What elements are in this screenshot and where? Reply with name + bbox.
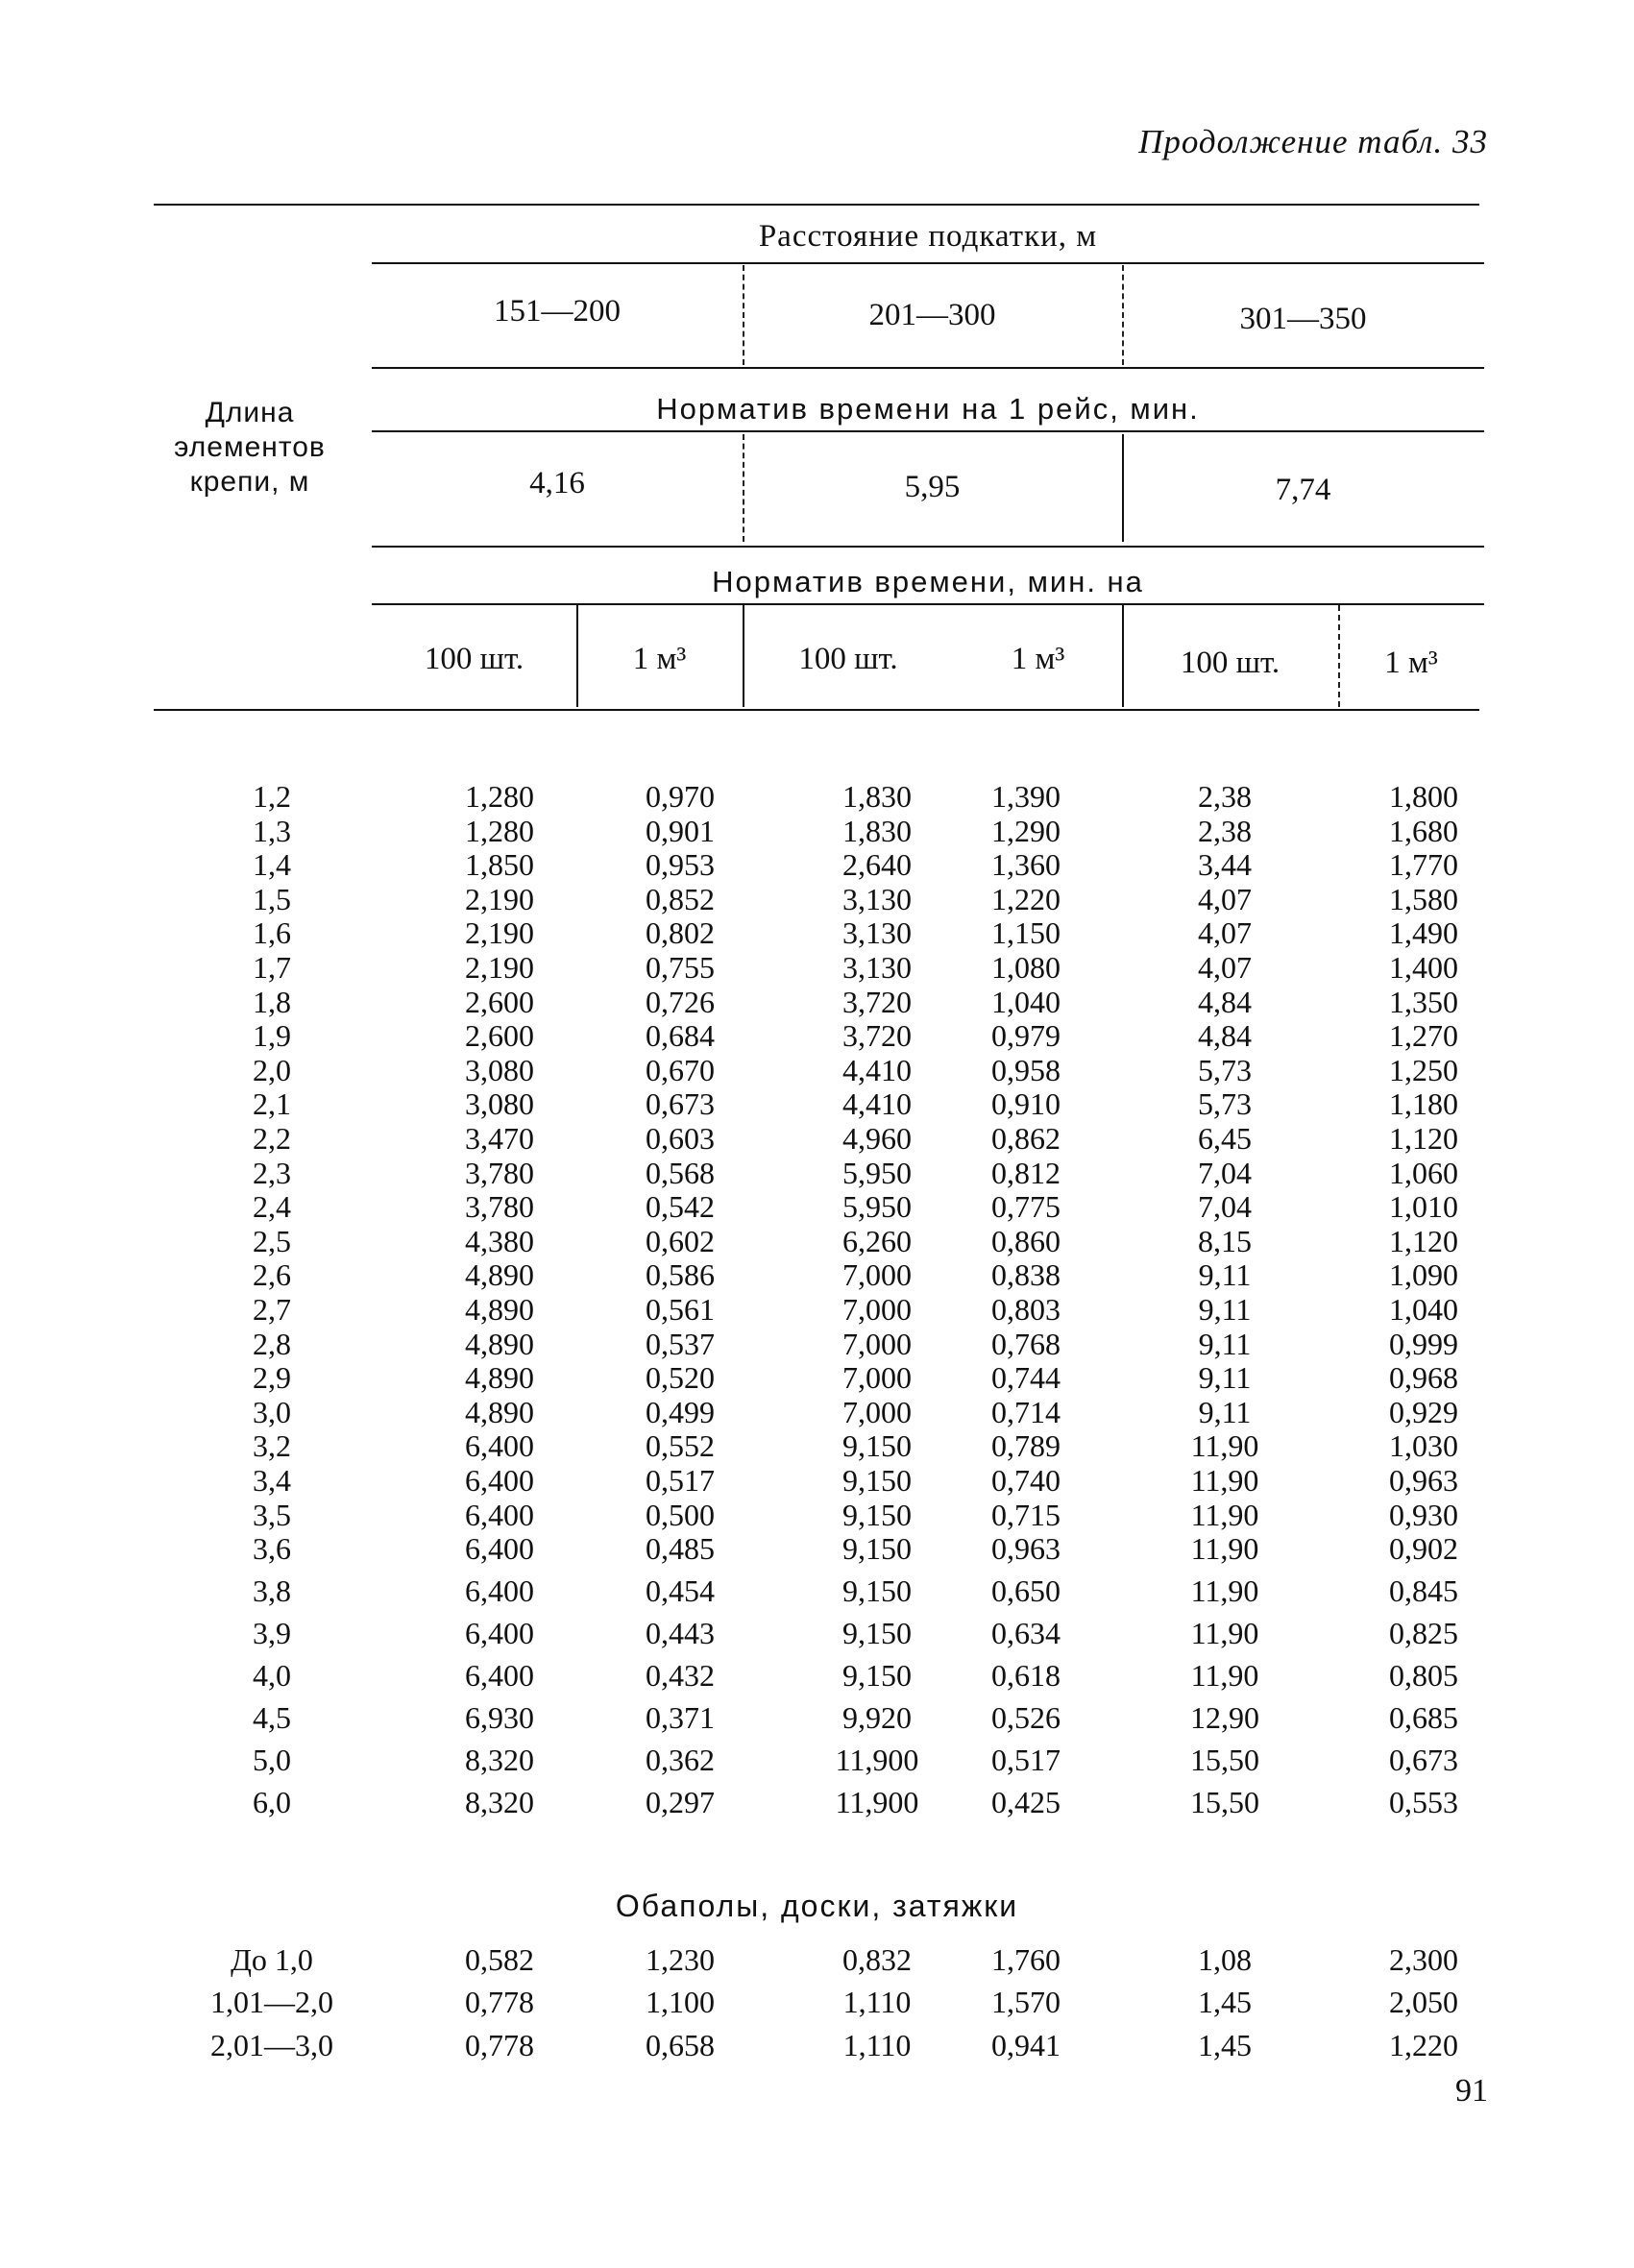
table-cell: 1,120 bbox=[1389, 1223, 1458, 1258]
subcol-header-6: 1 м³ bbox=[1384, 646, 1438, 680]
table-cell: 0,805 bbox=[1389, 1658, 1458, 1694]
table-cell: 0,901 bbox=[646, 813, 715, 848]
rule-under-ranges bbox=[372, 367, 1484, 369]
table-cell: 0,941 bbox=[991, 2028, 1061, 2062]
table-cell: 0,714 bbox=[991, 1394, 1061, 1429]
table-cell: 4,890 bbox=[465, 1257, 534, 1293]
table-cell: 0,755 bbox=[646, 950, 715, 985]
section-title: Обаполы, доски, затяжки bbox=[615, 1889, 1019, 1923]
table-cell: 9,150 bbox=[842, 1616, 912, 1651]
table-cell: 0,958 bbox=[991, 1052, 1061, 1087]
table-cell: 8,15 bbox=[1198, 1223, 1252, 1258]
row-length-cell: 4,0 bbox=[253, 1658, 291, 1694]
row-length-cell: 2,0 bbox=[253, 1052, 291, 1087]
row-length-cell: До 1,0 bbox=[231, 1942, 313, 1977]
table-cell: 0,432 bbox=[646, 1658, 715, 1694]
table-cell: 0,768 bbox=[991, 1326, 1061, 1361]
subcol-header-2: 1 м³ bbox=[632, 642, 687, 676]
row-length-cell: 1,5 bbox=[253, 881, 291, 916]
table-cell: 9,11 bbox=[1198, 1360, 1252, 1396]
table-cell: 0,726 bbox=[646, 984, 715, 1019]
table-cell: 1,400 bbox=[1389, 950, 1458, 985]
table-cell: 1,830 bbox=[842, 813, 912, 848]
row-length-cell: 3,2 bbox=[253, 1428, 291, 1464]
table-cell: 4,84 bbox=[1198, 1018, 1252, 1054]
table-cell: 3,130 bbox=[842, 881, 912, 916]
table-cell: 1,580 bbox=[1389, 881, 1458, 916]
row-length-cell: 3,0 bbox=[253, 1394, 291, 1429]
table-cell: 3,080 bbox=[465, 1052, 534, 1087]
table-cell: 6,400 bbox=[465, 1463, 534, 1498]
table-cell: 11,90 bbox=[1190, 1463, 1259, 1498]
row-length-cell: 3,6 bbox=[253, 1531, 291, 1567]
table-cell: 1,220 bbox=[991, 881, 1061, 916]
table-cell: 1,390 bbox=[991, 779, 1061, 814]
table-cell: 0,673 bbox=[1389, 1743, 1458, 1778]
subcol-header-1: 100 шт. bbox=[424, 642, 524, 676]
range-301-350: 301—350 bbox=[1239, 302, 1367, 336]
table-cell: 1,080 bbox=[991, 950, 1061, 985]
row-length-cell: 2,5 bbox=[253, 1223, 291, 1258]
trip-value-3: 7,74 bbox=[1275, 473, 1331, 507]
table-cell: 1,250 bbox=[1389, 1052, 1458, 1087]
row-length-cell: 2,6 bbox=[253, 1257, 291, 1293]
table-cell: 1,490 bbox=[1389, 915, 1458, 951]
table-cell: 1,45 bbox=[1198, 2028, 1252, 2062]
table-cell: 2,38 bbox=[1198, 779, 1252, 814]
table-cell: 11,90 bbox=[1190, 1573, 1259, 1609]
table-cell: 3,130 bbox=[842, 950, 912, 985]
table-cell: 0,552 bbox=[646, 1428, 715, 1464]
table-cell: 2,300 bbox=[1389, 1942, 1458, 1977]
trip-value-1: 4,16 bbox=[529, 466, 585, 500]
table-cell: 3,780 bbox=[465, 1189, 534, 1225]
trip-value-2: 5,95 bbox=[904, 470, 961, 504]
table-cell: 6,400 bbox=[465, 1573, 534, 1609]
row-length-cell: 2,01—3,0 bbox=[210, 2028, 333, 2062]
row-length-cell: 3,5 bbox=[253, 1497, 291, 1532]
table-cell: 1,45 bbox=[1198, 1985, 1252, 2019]
table-cell: 4,380 bbox=[465, 1223, 534, 1258]
table-cell: 0,999 bbox=[1389, 1326, 1458, 1361]
table-cell: 0,297 bbox=[646, 1785, 715, 1820]
table-cell: 0,634 bbox=[991, 1616, 1061, 1651]
table-cell: 0,740 bbox=[991, 1463, 1061, 1498]
table-cell: 2,640 bbox=[842, 847, 912, 883]
table-cell: 6,45 bbox=[1198, 1121, 1252, 1156]
table-cell: 0,979 bbox=[991, 1018, 1061, 1054]
table-cell: 11,90 bbox=[1190, 1616, 1259, 1651]
table-cell: 0,586 bbox=[646, 1257, 715, 1293]
subcol-header-4: 1 м³ bbox=[1011, 642, 1065, 676]
table-cell: 0,553 bbox=[1389, 1785, 1458, 1820]
table-cell: 1,290 bbox=[991, 813, 1061, 848]
table-cell: 1,270 bbox=[1389, 1018, 1458, 1054]
table-cell: 3,44 bbox=[1198, 847, 1252, 883]
trip-norm-title: Норматив времени на 1 рейс, мин. bbox=[656, 392, 1200, 426]
table-cell: 11,90 bbox=[1190, 1497, 1259, 1532]
table-cell: 1,770 bbox=[1389, 847, 1458, 883]
range-151-200: 151—200 bbox=[494, 294, 621, 329]
table-cell: 4,960 bbox=[842, 1121, 912, 1156]
table-cell: 5,950 bbox=[842, 1155, 912, 1190]
table-cell: 8,320 bbox=[465, 1785, 534, 1820]
table-cell: 0,561 bbox=[646, 1292, 715, 1327]
table-cell: 4,84 bbox=[1198, 984, 1252, 1019]
table-cell: 0,862 bbox=[991, 1121, 1061, 1156]
table-cell: 7,000 bbox=[842, 1257, 912, 1293]
table-cell: 11,90 bbox=[1190, 1531, 1259, 1567]
table-cell: 0,778 bbox=[465, 1985, 534, 2019]
table-cell: 0,603 bbox=[646, 1121, 715, 1156]
table-cell: 0,778 bbox=[465, 2028, 534, 2062]
table-cell: 0,517 bbox=[991, 1743, 1061, 1778]
table-cell: 9,11 bbox=[1198, 1292, 1252, 1327]
row-length-cell: 1,3 bbox=[253, 813, 291, 848]
rule-under-trip-values bbox=[372, 546, 1484, 548]
table-cell: 1,010 bbox=[1389, 1189, 1458, 1225]
table-header-bottom-rule bbox=[154, 709, 1479, 711]
table-cell: 0,963 bbox=[1389, 1463, 1458, 1498]
table-cell: 0,825 bbox=[1389, 1616, 1458, 1651]
table-cell: 5,73 bbox=[1198, 1052, 1252, 1087]
table-cell: 11,90 bbox=[1190, 1658, 1259, 1694]
table-cell: 2,600 bbox=[465, 984, 534, 1019]
row-length-cell: 2,9 bbox=[253, 1360, 291, 1396]
table-cell: 7,000 bbox=[842, 1292, 912, 1327]
table-cell: 0,362 bbox=[646, 1743, 715, 1778]
table-cell: 6,400 bbox=[465, 1658, 534, 1694]
row-length-cell: 6,0 bbox=[253, 1785, 291, 1820]
table-cell: 11,90 bbox=[1190, 1428, 1259, 1464]
table-cell: 11,900 bbox=[835, 1743, 919, 1778]
table-cell: 0,803 bbox=[991, 1292, 1061, 1327]
table-cell: 0,542 bbox=[646, 1189, 715, 1225]
table-caption: Продолжение табл. 33 bbox=[1138, 123, 1488, 160]
table-cell: 1,120 bbox=[1389, 1121, 1458, 1156]
table-cell: 1,180 bbox=[1389, 1086, 1458, 1122]
table-cell: 4,890 bbox=[465, 1360, 534, 1396]
table-cell: 0,684 bbox=[646, 1018, 715, 1054]
table-cell: 0,902 bbox=[1389, 1531, 1458, 1567]
table-cell: 1,110 bbox=[842, 2028, 912, 2062]
table-cell: 4,410 bbox=[842, 1086, 912, 1122]
table-cell: 7,04 bbox=[1198, 1155, 1252, 1190]
table-cell: 11,900 bbox=[835, 1785, 919, 1820]
range-201-300: 201—300 bbox=[868, 298, 996, 332]
table-cell: 0,744 bbox=[991, 1360, 1061, 1396]
table-cell: 15,50 bbox=[1190, 1743, 1259, 1778]
table-cell: 4,07 bbox=[1198, 915, 1252, 951]
table-cell: 1,680 bbox=[1389, 813, 1458, 848]
table-cell: 0,845 bbox=[1389, 1573, 1458, 1609]
table-cell: 4,07 bbox=[1198, 950, 1252, 985]
table-cell: 7,000 bbox=[842, 1394, 912, 1429]
table-cell: 1,040 bbox=[991, 984, 1061, 1019]
table-cell: 2,190 bbox=[465, 881, 534, 916]
table-cell: 4,890 bbox=[465, 1326, 534, 1361]
subcol-header-3: 100 шт. bbox=[798, 642, 898, 676]
table-cell: 0,715 bbox=[991, 1497, 1061, 1532]
row-length-cell: 3,8 bbox=[253, 1573, 291, 1609]
table-cell: 9,150 bbox=[842, 1428, 912, 1464]
table-cell: 7,04 bbox=[1198, 1189, 1252, 1225]
table-cell: 3,780 bbox=[465, 1155, 534, 1190]
rule-under-trip-title bbox=[372, 430, 1484, 432]
table-cell: 2,190 bbox=[465, 915, 534, 951]
row-length-cell: 1,2 bbox=[253, 779, 291, 814]
row-length-cell: 1,9 bbox=[253, 1018, 291, 1054]
table-cell: 0,485 bbox=[646, 1531, 715, 1567]
table-cell: 2,190 bbox=[465, 950, 534, 985]
table-cell: 3,720 bbox=[842, 1018, 912, 1054]
table-cell: 1,570 bbox=[991, 1985, 1061, 2019]
row-length-cell: 3,4 bbox=[253, 1463, 291, 1498]
table-cell: 4,890 bbox=[465, 1394, 534, 1429]
table-cell: 2,050 bbox=[1389, 1985, 1458, 2019]
table-cell: 0,602 bbox=[646, 1223, 715, 1258]
table-cell: 0,670 bbox=[646, 1052, 715, 1087]
table-cell: 6,400 bbox=[465, 1428, 534, 1464]
table-cell: 0,929 bbox=[1389, 1394, 1458, 1429]
distance-title: Расстояние подкатки, м bbox=[758, 219, 1098, 254]
table-cell: 7,000 bbox=[842, 1326, 912, 1361]
table-cell: 9,150 bbox=[842, 1658, 912, 1694]
table-cell: 2,38 bbox=[1198, 813, 1252, 848]
row-length-cell: 2,8 bbox=[253, 1326, 291, 1361]
table-cell: 0,832 bbox=[842, 1942, 912, 1977]
table-cell: 0,582 bbox=[465, 1942, 534, 1977]
table-cell: 0,802 bbox=[646, 915, 715, 951]
norm-title: Норматив времени, мин. на bbox=[712, 565, 1144, 598]
table-cell: 0,970 bbox=[646, 779, 715, 814]
table-cell: 3,470 bbox=[465, 1121, 534, 1156]
table-cell: 1,110 bbox=[842, 1985, 912, 2019]
row-length-cell: 1,6 bbox=[253, 915, 291, 951]
table-cell: 0,953 bbox=[646, 847, 715, 883]
row-length-cell: 2,1 bbox=[253, 1086, 291, 1122]
table-cell: 0,812 bbox=[991, 1155, 1061, 1190]
row-length-cell: 2,2 bbox=[253, 1121, 291, 1156]
row-length-cell: 3,9 bbox=[253, 1616, 291, 1651]
table-cell: 3,080 bbox=[465, 1086, 534, 1122]
table-cell: 3,130 bbox=[842, 915, 912, 951]
table-cell: 9,150 bbox=[842, 1463, 912, 1498]
table-cell: 0,517 bbox=[646, 1463, 715, 1498]
table-cell: 9,150 bbox=[842, 1531, 912, 1567]
table-cell: 0,775 bbox=[991, 1189, 1061, 1225]
table-cell: 0,537 bbox=[646, 1326, 715, 1361]
table-cell: 1,800 bbox=[1389, 779, 1458, 814]
table-cell: 0,499 bbox=[646, 1394, 715, 1429]
table-cell: 1,830 bbox=[842, 779, 912, 814]
row-length-cell: 1,4 bbox=[253, 847, 291, 883]
row-length-cell: 2,7 bbox=[253, 1292, 291, 1327]
table-cell: 1,360 bbox=[991, 847, 1061, 883]
row-length-cell: 1,01—2,0 bbox=[210, 1985, 333, 2019]
table-cell: 6,260 bbox=[842, 1223, 912, 1258]
table-cell: 9,11 bbox=[1198, 1257, 1252, 1293]
table-cell: 0,838 bbox=[991, 1257, 1061, 1293]
table-cell: 6,400 bbox=[465, 1497, 534, 1532]
table-cell: 4,890 bbox=[465, 1292, 534, 1327]
row-length-cell: 2,3 bbox=[253, 1155, 291, 1190]
table-cell: 1,350 bbox=[1389, 984, 1458, 1019]
table-cell: 0,968 bbox=[1389, 1360, 1458, 1396]
page-number: 91 bbox=[1455, 2073, 1488, 2109]
table-cell: 0,425 bbox=[991, 1785, 1061, 1820]
table-cell: 8,320 bbox=[465, 1743, 534, 1778]
table-cell: 1,08 bbox=[1198, 1942, 1252, 1977]
table-cell: 0,658 bbox=[646, 2028, 715, 2062]
table-cell: 9,920 bbox=[842, 1700, 912, 1736]
length-column-heading: Длина элементов крепи, м bbox=[174, 397, 326, 498]
table-cell: 0,526 bbox=[991, 1700, 1061, 1736]
table-cell: 1,280 bbox=[465, 813, 534, 848]
table-cell: 1,150 bbox=[991, 915, 1061, 951]
rule-under-norm-title bbox=[372, 603, 1484, 605]
subcol-header-5: 100 шт. bbox=[1180, 646, 1280, 680]
table-cell: 0,860 bbox=[991, 1223, 1061, 1258]
table-cell: 4,410 bbox=[842, 1052, 912, 1087]
table-top-rule bbox=[154, 204, 1479, 206]
table-cell: 0,930 bbox=[1389, 1497, 1458, 1532]
table-cell: 9,150 bbox=[842, 1497, 912, 1532]
table-cell: 6,400 bbox=[465, 1616, 534, 1651]
table-cell: 1,220 bbox=[1389, 2028, 1458, 2062]
table-cell: 9,150 bbox=[842, 1573, 912, 1609]
table-cell: 1,280 bbox=[465, 779, 534, 814]
table-cell: 0,618 bbox=[991, 1658, 1061, 1694]
row-length-cell: 1,7 bbox=[253, 950, 291, 985]
table-cell: 15,50 bbox=[1190, 1785, 1259, 1820]
table-cell: 0,650 bbox=[991, 1573, 1061, 1609]
table-cell: 1,030 bbox=[1389, 1428, 1458, 1464]
table-cell: 9,11 bbox=[1198, 1394, 1252, 1429]
table-cell: 0,568 bbox=[646, 1155, 715, 1190]
rule-under-distance-title bbox=[372, 262, 1484, 264]
table-cell: 0,789 bbox=[991, 1428, 1061, 1464]
table-cell: 0,685 bbox=[1389, 1700, 1458, 1736]
table-cell: 1,850 bbox=[465, 847, 534, 883]
row-length-cell: 4,5 bbox=[253, 1700, 291, 1736]
table-cell: 7,000 bbox=[842, 1360, 912, 1396]
table-cell: 5,73 bbox=[1198, 1086, 1252, 1122]
table-cell: 1,760 bbox=[991, 1942, 1061, 1977]
table-cell: 6,400 bbox=[465, 1531, 534, 1567]
table-cell: 0,910 bbox=[991, 1086, 1061, 1122]
row-length-cell: 2,4 bbox=[253, 1189, 291, 1225]
table-cell: 12,90 bbox=[1190, 1700, 1259, 1736]
table-cell: 0,673 bbox=[646, 1086, 715, 1122]
table-cell: 1,230 bbox=[646, 1942, 715, 1977]
table-cell: 5,950 bbox=[842, 1189, 912, 1225]
table-cell: 0,443 bbox=[646, 1616, 715, 1651]
table-cell: 0,963 bbox=[991, 1531, 1061, 1567]
table-cell: 0,500 bbox=[646, 1497, 715, 1532]
table-cell: 0,852 bbox=[646, 881, 715, 916]
table-cell: 1,090 bbox=[1389, 1257, 1458, 1293]
table-cell: 3,720 bbox=[842, 984, 912, 1019]
table-cell: 6,930 bbox=[465, 1700, 534, 1736]
table-cell: 1,100 bbox=[646, 1985, 715, 2019]
table-cell: 0,371 bbox=[646, 1700, 715, 1736]
table-cell: 1,060 bbox=[1389, 1155, 1458, 1190]
row-length-cell: 5,0 bbox=[253, 1743, 291, 1778]
table-cell: 1,040 bbox=[1389, 1292, 1458, 1327]
row-length-cell: 1,8 bbox=[253, 984, 291, 1019]
table-cell: 2,600 bbox=[465, 1018, 534, 1054]
table-cell: 0,454 bbox=[646, 1573, 715, 1609]
table-cell: 0,520 bbox=[646, 1360, 715, 1396]
table-cell: 4,07 bbox=[1198, 881, 1252, 916]
table-cell: 9,11 bbox=[1198, 1326, 1252, 1361]
